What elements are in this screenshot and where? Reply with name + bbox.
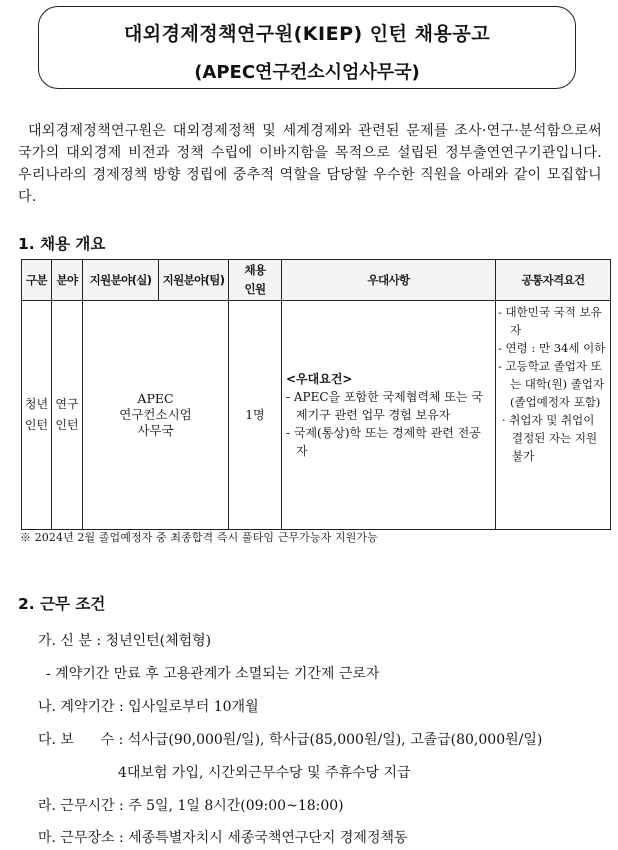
cell-count: 1명 (229, 301, 282, 530)
dept-line3: 사무국 (137, 423, 174, 438)
field-line2: 인턴 (55, 418, 79, 432)
preference-item: - APEC을 포함한 국제협력체 또는 국제기구 관련 업무 경험 보유자 (286, 390, 483, 422)
header-count (229, 260, 282, 301)
table-note: ※ 2024년 2월 졸업예정자 중 최종합격 즉시 풀타임 근무가능자 지원가능 (20, 531, 378, 544)
cell-preference (282, 301, 496, 530)
header-count-line2: 인원 (244, 282, 266, 296)
section-1-heading: 1. 채용 개요 (18, 235, 106, 253)
header-preference: 우대사항 (282, 260, 496, 301)
condition-pay-extra: 4대보험 가입, 시간외근무수당 및 주휴수당 지급 (118, 765, 411, 781)
header-dept-team: 지원분야(팀) (159, 260, 229, 301)
header-field: 분야 (52, 260, 83, 301)
condition-status: 가. 신 분 : 청년인턴(체험형) (38, 633, 212, 649)
header-count-line1: 채용 (244, 263, 266, 277)
qualification-item: - 대한민국 국적 보유자 (498, 305, 602, 337)
field-line1: 연구 (55, 397, 79, 411)
table-header-row (22, 260, 611, 301)
dept-line2: 연구컨소시엄 (119, 407, 192, 422)
title-box (38, 6, 576, 89)
preference-item: - 국제(통상)학 또는 경제학 관련 전공자 (286, 426, 481, 458)
cell-field (52, 301, 83, 530)
header-type: 구분 (22, 260, 52, 301)
title-main: 대외경제정책연구원(KIEP) 인턴 채용공고 (123, 23, 491, 45)
condition-hours: 라. 근무시간 : 주 5일, 1일 8시간(09:00~18:00) (38, 798, 344, 814)
cell-type (22, 301, 52, 530)
cell-dept (83, 301, 229, 530)
table-row (22, 301, 611, 530)
qualification-item: · 취업자 및 취업이 결정된 자는 지원 불가 (502, 413, 598, 463)
condition-period: 나. 계약기간 : 입사일로부터 10개월 (38, 699, 259, 715)
condition-status-note: - 계약기간 만료 후 고용관계가 소멸되는 기간제 근로자 (46, 666, 380, 682)
qualification-item: - 연령 : 만 34세 이하 (498, 341, 606, 355)
recruitment-table (21, 259, 611, 530)
qualification-item: - 고등학교 졸업자 또는 대학(원) 졸업자(졸업예정자 포함) (498, 359, 605, 409)
section-2-heading: 2. 근무 조건 (18, 595, 106, 613)
condition-location: 마. 근무장소 : 세종특별자치시 세종국책연구단지 경제정책동 (38, 830, 408, 846)
intro-text: 대외경제정책연구원은 대외경제정책 및 세계경제와 관련된 문제를 조사·연구·분석함으로써 국가의 대외경제 비전과 정책 수립에 이바지함을 목적으로 설립된 정부출연연구기관입니다. 우리나라의 경제정책 방향 정립에 중추적 역할을 담당할 우수한 직원을 아래와 같이 모집합니다. (18, 123, 602, 205)
header-qualification: 공통자격요건 (496, 260, 611, 301)
header-dept-office: 지원분야(실) (83, 260, 159, 301)
intro-paragraph (18, 120, 602, 208)
title-sub: (APEC연구컨소시엄사무국) (194, 62, 420, 83)
cell-qualification (496, 301, 611, 530)
type-line1: 청년 (24, 397, 49, 411)
dept-line1: APEC (137, 391, 174, 406)
type-line2: 인턴 (24, 418, 49, 432)
condition-pay: 다. 보 수 : 석사급(90,000원/일), 학사급(85,000원/일), 고졸급(80,000원/일) (38, 732, 543, 748)
preference-title: <우대요건> (286, 372, 353, 386)
